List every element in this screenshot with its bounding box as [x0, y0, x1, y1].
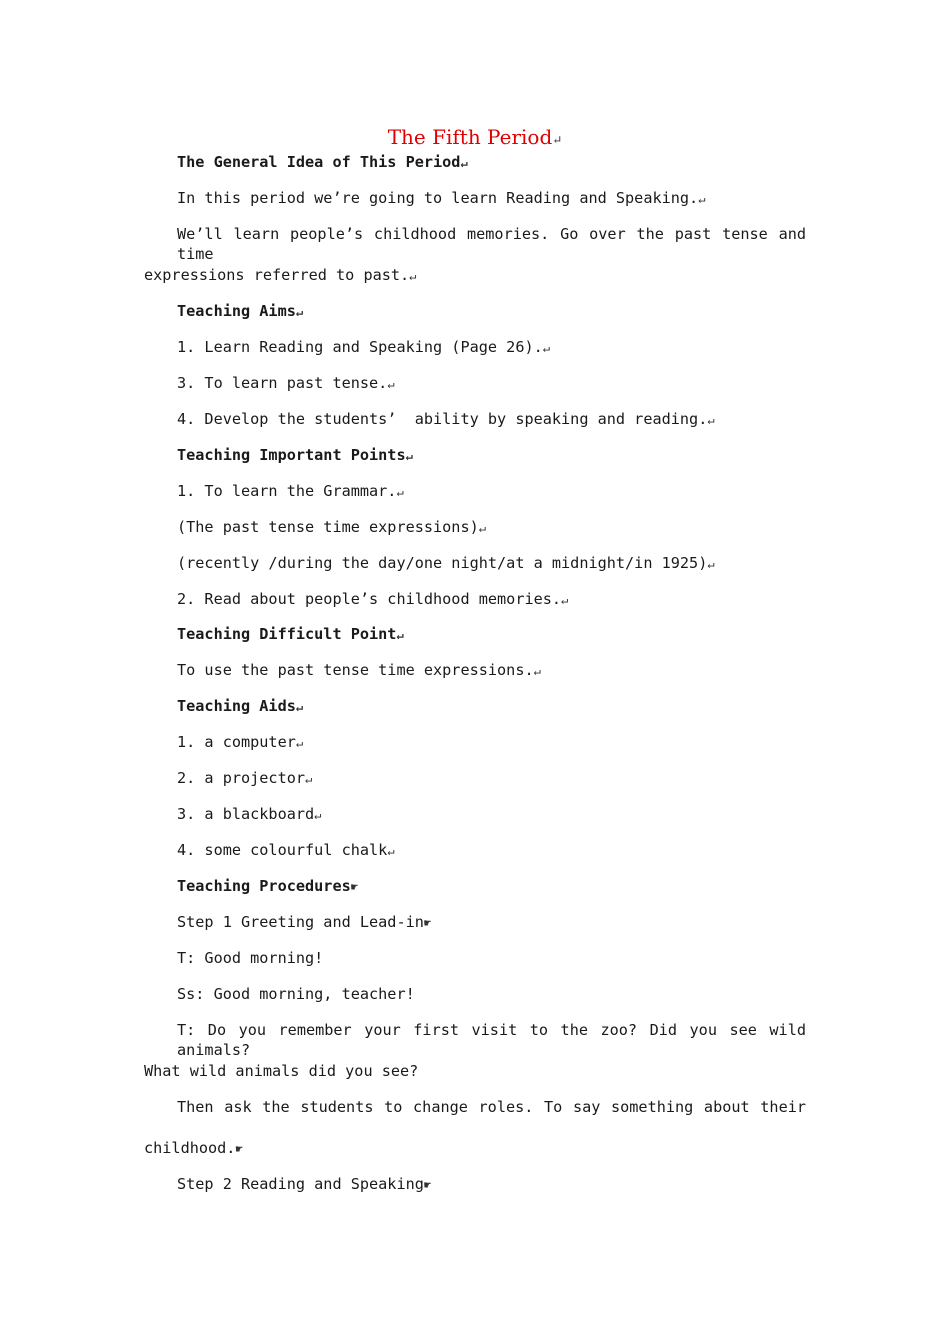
- line-text: Step 2 Reading and Speaking: [177, 1175, 424, 1193]
- item-text: 1. Learn Reading and Speaking (Page 26).: [177, 338, 543, 356]
- paragraph-mark: ↵: [707, 557, 715, 571]
- paragraph-mark: ↵: [552, 133, 563, 147]
- step1-line: [177, 912, 431, 933]
- important-item: [177, 553, 715, 574]
- important-item: [177, 589, 568, 610]
- aims-item: [177, 409, 715, 430]
- hand-mark-icon: ☛: [423, 916, 432, 930]
- general-line-2a: We’ll learn people’s childhood memories. Go over the past tense and time: [177, 225, 806, 263]
- line-text: childhood.: [144, 1139, 236, 1157]
- item-text: 1. To learn the Grammar.: [177, 482, 397, 500]
- aids-item: [177, 804, 321, 825]
- paragraph-mark: ↵: [561, 593, 569, 607]
- paragraph-mark: ↵: [295, 700, 304, 714]
- item-text: (recently /during the day/one night/at a midnight/in 1925): [177, 554, 708, 572]
- paragraph-mark: ↵: [387, 377, 395, 391]
- paragraph-mark: ↵: [409, 269, 417, 283]
- hand-mark-icon: ☛: [423, 1178, 432, 1192]
- then-line-b: [144, 1138, 243, 1159]
- item-text: 1. a computer: [177, 733, 296, 751]
- paragraph-mark: ↵: [478, 521, 486, 535]
- difficult-point-heading: [177, 624, 404, 645]
- item-text: 2. Read about people’s childhood memories.: [177, 590, 562, 608]
- difficult-item: [177, 660, 541, 681]
- teaching-aims-heading: [177, 301, 303, 322]
- item-text: (The past tense time expressions): [177, 518, 479, 536]
- general-line-1: [177, 188, 705, 209]
- important-item: [177, 517, 486, 538]
- paragraph-mark: ↵: [405, 449, 413, 463]
- heading-text: Teaching Procedures: [177, 877, 351, 895]
- hand-mark-icon: ☛: [350, 880, 358, 894]
- paragraph-mark: ↵: [542, 341, 550, 355]
- procedures-heading: [177, 876, 358, 897]
- students-line: Ss: Good morning, teacher!: [177, 985, 415, 1003]
- title-text: The Fifth Period: [387, 125, 553, 149]
- important-points-heading: [177, 445, 413, 466]
- item-text: To use the past tense time expressions.: [177, 661, 534, 679]
- aids-item: [177, 732, 303, 753]
- paragraph-mark: ↵: [460, 156, 468, 170]
- item-text: 2. a projector: [177, 769, 306, 787]
- heading-text: The General Idea of This Period: [177, 153, 461, 171]
- paragraph-mark: ↵: [295, 736, 304, 750]
- paragraph-mark: ↵: [396, 628, 404, 642]
- paragraph-mark: ↵: [295, 305, 304, 319]
- paragraph-mark: ↵: [698, 192, 706, 206]
- heading-text: Teaching Important Points: [177, 446, 406, 464]
- hand-mark-icon: ☛: [235, 1142, 243, 1156]
- step2-line: [177, 1174, 431, 1195]
- line-text: expressions referred to past.: [144, 266, 410, 284]
- general-idea-heading: [177, 152, 468, 173]
- teaching-aids-heading: [177, 696, 303, 717]
- item-text: 4. Develop the students’ ability by speaking and reading.: [177, 410, 708, 428]
- general-line-2b: [144, 265, 416, 286]
- teacher-question-a: T: Do you remember your first visit to the zoo? Did you see wild animals?: [177, 1021, 806, 1059]
- paragraph-mark: ↵: [707, 413, 715, 427]
- line-text: In this period we’re going to learn Reading and Speaking.: [177, 189, 699, 207]
- item-text: 4. some colourful chalk: [177, 841, 388, 859]
- aids-item: [177, 840, 395, 861]
- page-title: [0, 124, 950, 153]
- item-text: 3. To learn past tense.: [177, 374, 388, 392]
- teacher-question-b: What wild animals did you see?: [144, 1062, 419, 1080]
- aims-item: [177, 373, 395, 394]
- paragraph-mark: ↵: [305, 772, 313, 786]
- paragraph-mark: ↵: [314, 808, 322, 822]
- heading-text: Teaching Difficult Point: [177, 625, 397, 643]
- paragraph-mark: ↵: [396, 485, 404, 499]
- line-text: Step 1 Greeting and Lead-in: [177, 913, 424, 931]
- heading-text: Teaching Aims: [177, 302, 296, 320]
- paragraph-mark: ↵: [533, 664, 541, 678]
- item-text: 3. a blackboard: [177, 805, 315, 823]
- teacher-line: T: Good morning!: [177, 949, 324, 967]
- aids-item: [177, 768, 312, 789]
- then-line-a: Then ask the students to change roles. To say something about their: [177, 1098, 806, 1116]
- heading-text: Teaching Aids: [177, 697, 296, 715]
- paragraph-mark: ↵: [387, 844, 395, 858]
- aims-item: [177, 337, 550, 358]
- important-item: [177, 481, 404, 502]
